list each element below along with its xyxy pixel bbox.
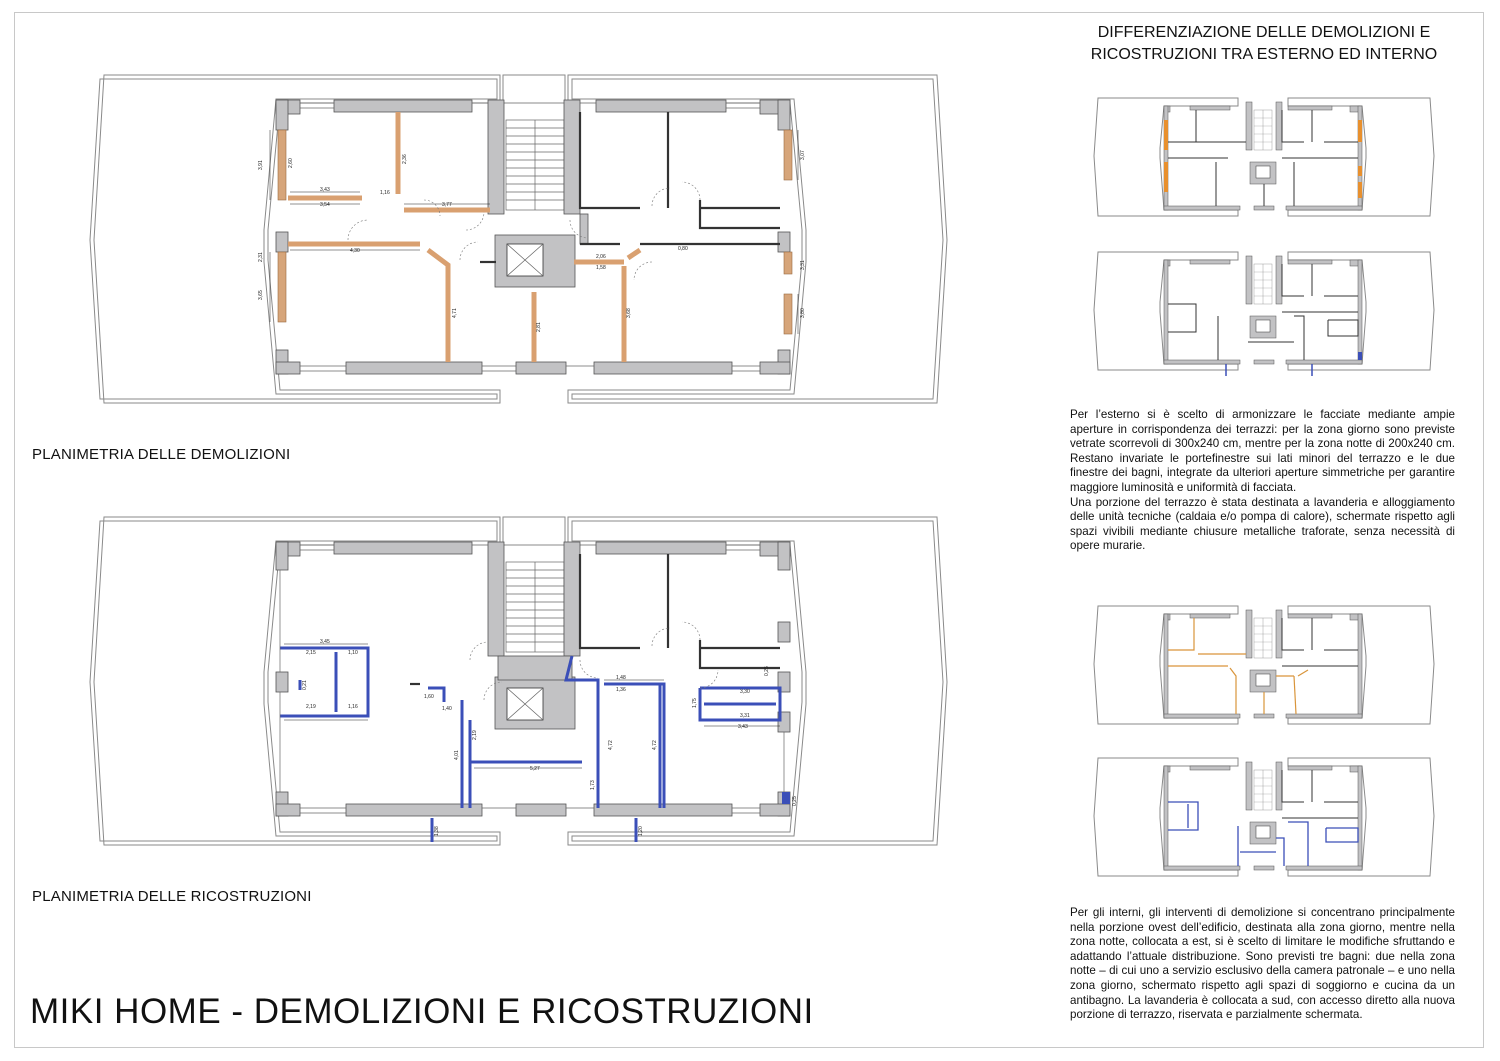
dim-label: 1,48 bbox=[616, 675, 626, 681]
dim-label: 0,25 bbox=[792, 796, 798, 806]
dim-label: 3,31 bbox=[800, 260, 806, 270]
mini-plan-interior-reconstruction bbox=[1094, 758, 1434, 876]
dim-label: 2,60 bbox=[288, 158, 294, 168]
dim-label: 1,73 bbox=[590, 780, 596, 790]
dim-label: 3,80 bbox=[800, 308, 806, 318]
dim-label: 3,91 bbox=[258, 160, 264, 170]
dim-label: 1,60 bbox=[424, 694, 434, 700]
dim-label: 1,58 bbox=[596, 265, 606, 271]
dim-label: 2,19 bbox=[472, 730, 478, 740]
dim-label: 3,54 bbox=[320, 202, 330, 208]
dim-label: 4,71 bbox=[452, 308, 458, 318]
dim-label: 1,16 bbox=[348, 704, 358, 710]
dim-label: 0,25 bbox=[764, 666, 770, 676]
dim-label: 1,10 bbox=[348, 650, 358, 656]
section-title-line-1: DIFFERENZIAZIONE DELLE DEMOLIZIONI E bbox=[1097, 24, 1431, 41]
dim-label: 3,31 bbox=[740, 713, 750, 719]
dim-label: 4,72 bbox=[608, 740, 614, 750]
page-title: MIKI HOME - DEMOLIZIONI E RICOSTRUZIONI bbox=[30, 992, 814, 1031]
dim-label: 4,30 bbox=[350, 248, 360, 254]
dim-label: 3,65 bbox=[258, 290, 264, 300]
dim-label: 3,43 bbox=[738, 724, 748, 730]
dim-label: 1,40 bbox=[442, 706, 452, 712]
dim-label: 2,81 bbox=[536, 322, 542, 332]
demolition-plan-label: PLANIMETRIA DELLE DEMOLIZIONI bbox=[32, 446, 291, 463]
dim-label: 3,45 bbox=[320, 639, 330, 645]
dim-label: 0,21 bbox=[302, 680, 308, 690]
dim-label: 1,38 bbox=[434, 826, 440, 836]
dim-label: 2,06 bbox=[596, 254, 606, 260]
interior-description: Per gli interni, gli interventi di demolizione si concentrano principalmente nella porzione ovest dell’edificio, destinata alla zona giorno, mentre nella zona notte, collocata a est, si è scelto di limitare le modifiche sfruttando e adattando l’attuale distribuzione. Sono previsti tre bagni: due nella zona notte – di cui uno a servizio esclusivo della camera patronale – e uno nella zona giorno, schermato rispetto agli spazi di soggiorno e cucina da un antibagno. La lavanderia è collocata a sud, con accesso diretto alla nuova porzione di terrazzo, riservata e parzialmente schermata. bbox=[1070, 906, 1455, 1022]
dim-label: 0,80 bbox=[678, 246, 688, 252]
dim-label: 3,07 bbox=[800, 150, 806, 160]
dim-label: 2,36 bbox=[402, 154, 408, 164]
section-title-line-2: RICOSTRUZIONI TRA ESTERNO ED INTERNO bbox=[1090, 46, 1438, 63]
dim-label: 3,77 bbox=[442, 202, 452, 208]
mini-plan-exterior-demolition bbox=[1094, 98, 1434, 216]
mini-plan-exterior-reconstruction bbox=[1094, 252, 1434, 376]
dim-label: 3,43 bbox=[320, 187, 330, 193]
dim-label: 2,15 bbox=[306, 650, 316, 656]
dim-label: 1,36 bbox=[616, 687, 626, 693]
mini-plan-interior-demolition bbox=[1094, 606, 1434, 724]
dim-label: 2,19 bbox=[306, 704, 316, 710]
dim-label: 4,01 bbox=[454, 750, 460, 760]
dim-label: 5,27 bbox=[530, 766, 540, 772]
dim-label: 4,72 bbox=[652, 740, 658, 750]
dim-label: 1,16 bbox=[380, 190, 390, 196]
dim-label: 2,31 bbox=[258, 252, 264, 262]
reconstruction-plan-label: PLANIMETRIA DELLE RICOSTRUZIONI bbox=[32, 888, 312, 905]
dim-label: 3,30 bbox=[740, 689, 750, 695]
dim-label: 1,20 bbox=[638, 826, 644, 836]
dim-label: 3,68 bbox=[626, 308, 632, 318]
exterior-description: Per l’esterno si è scelto di armonizzare le facciate mediante ampie aperture in corrispondenza dei terrazzi: per la zona giorno sono previste vetrate scorrevoli di 300x240 cm, mentre per la zona notte di 200x240 cm. Restano invariate le portefinestre sui lati minori del terrazzo e le due finestre dei bagni, integrate da ulteriori aperture simmetriche per garantire maggiore luminosità e uniformità di facciata. Una porzione del terrazzo è stata destinata a lavanderia e alloggiamento delle unità tecniche (caldaia e/o pompa di calore), schermate rispetto agli spazi vivibili mediante chiusure metalliche traforate, senza necessità di opere murarie. bbox=[1070, 408, 1455, 553]
dim-label: 1,75 bbox=[692, 698, 698, 708]
